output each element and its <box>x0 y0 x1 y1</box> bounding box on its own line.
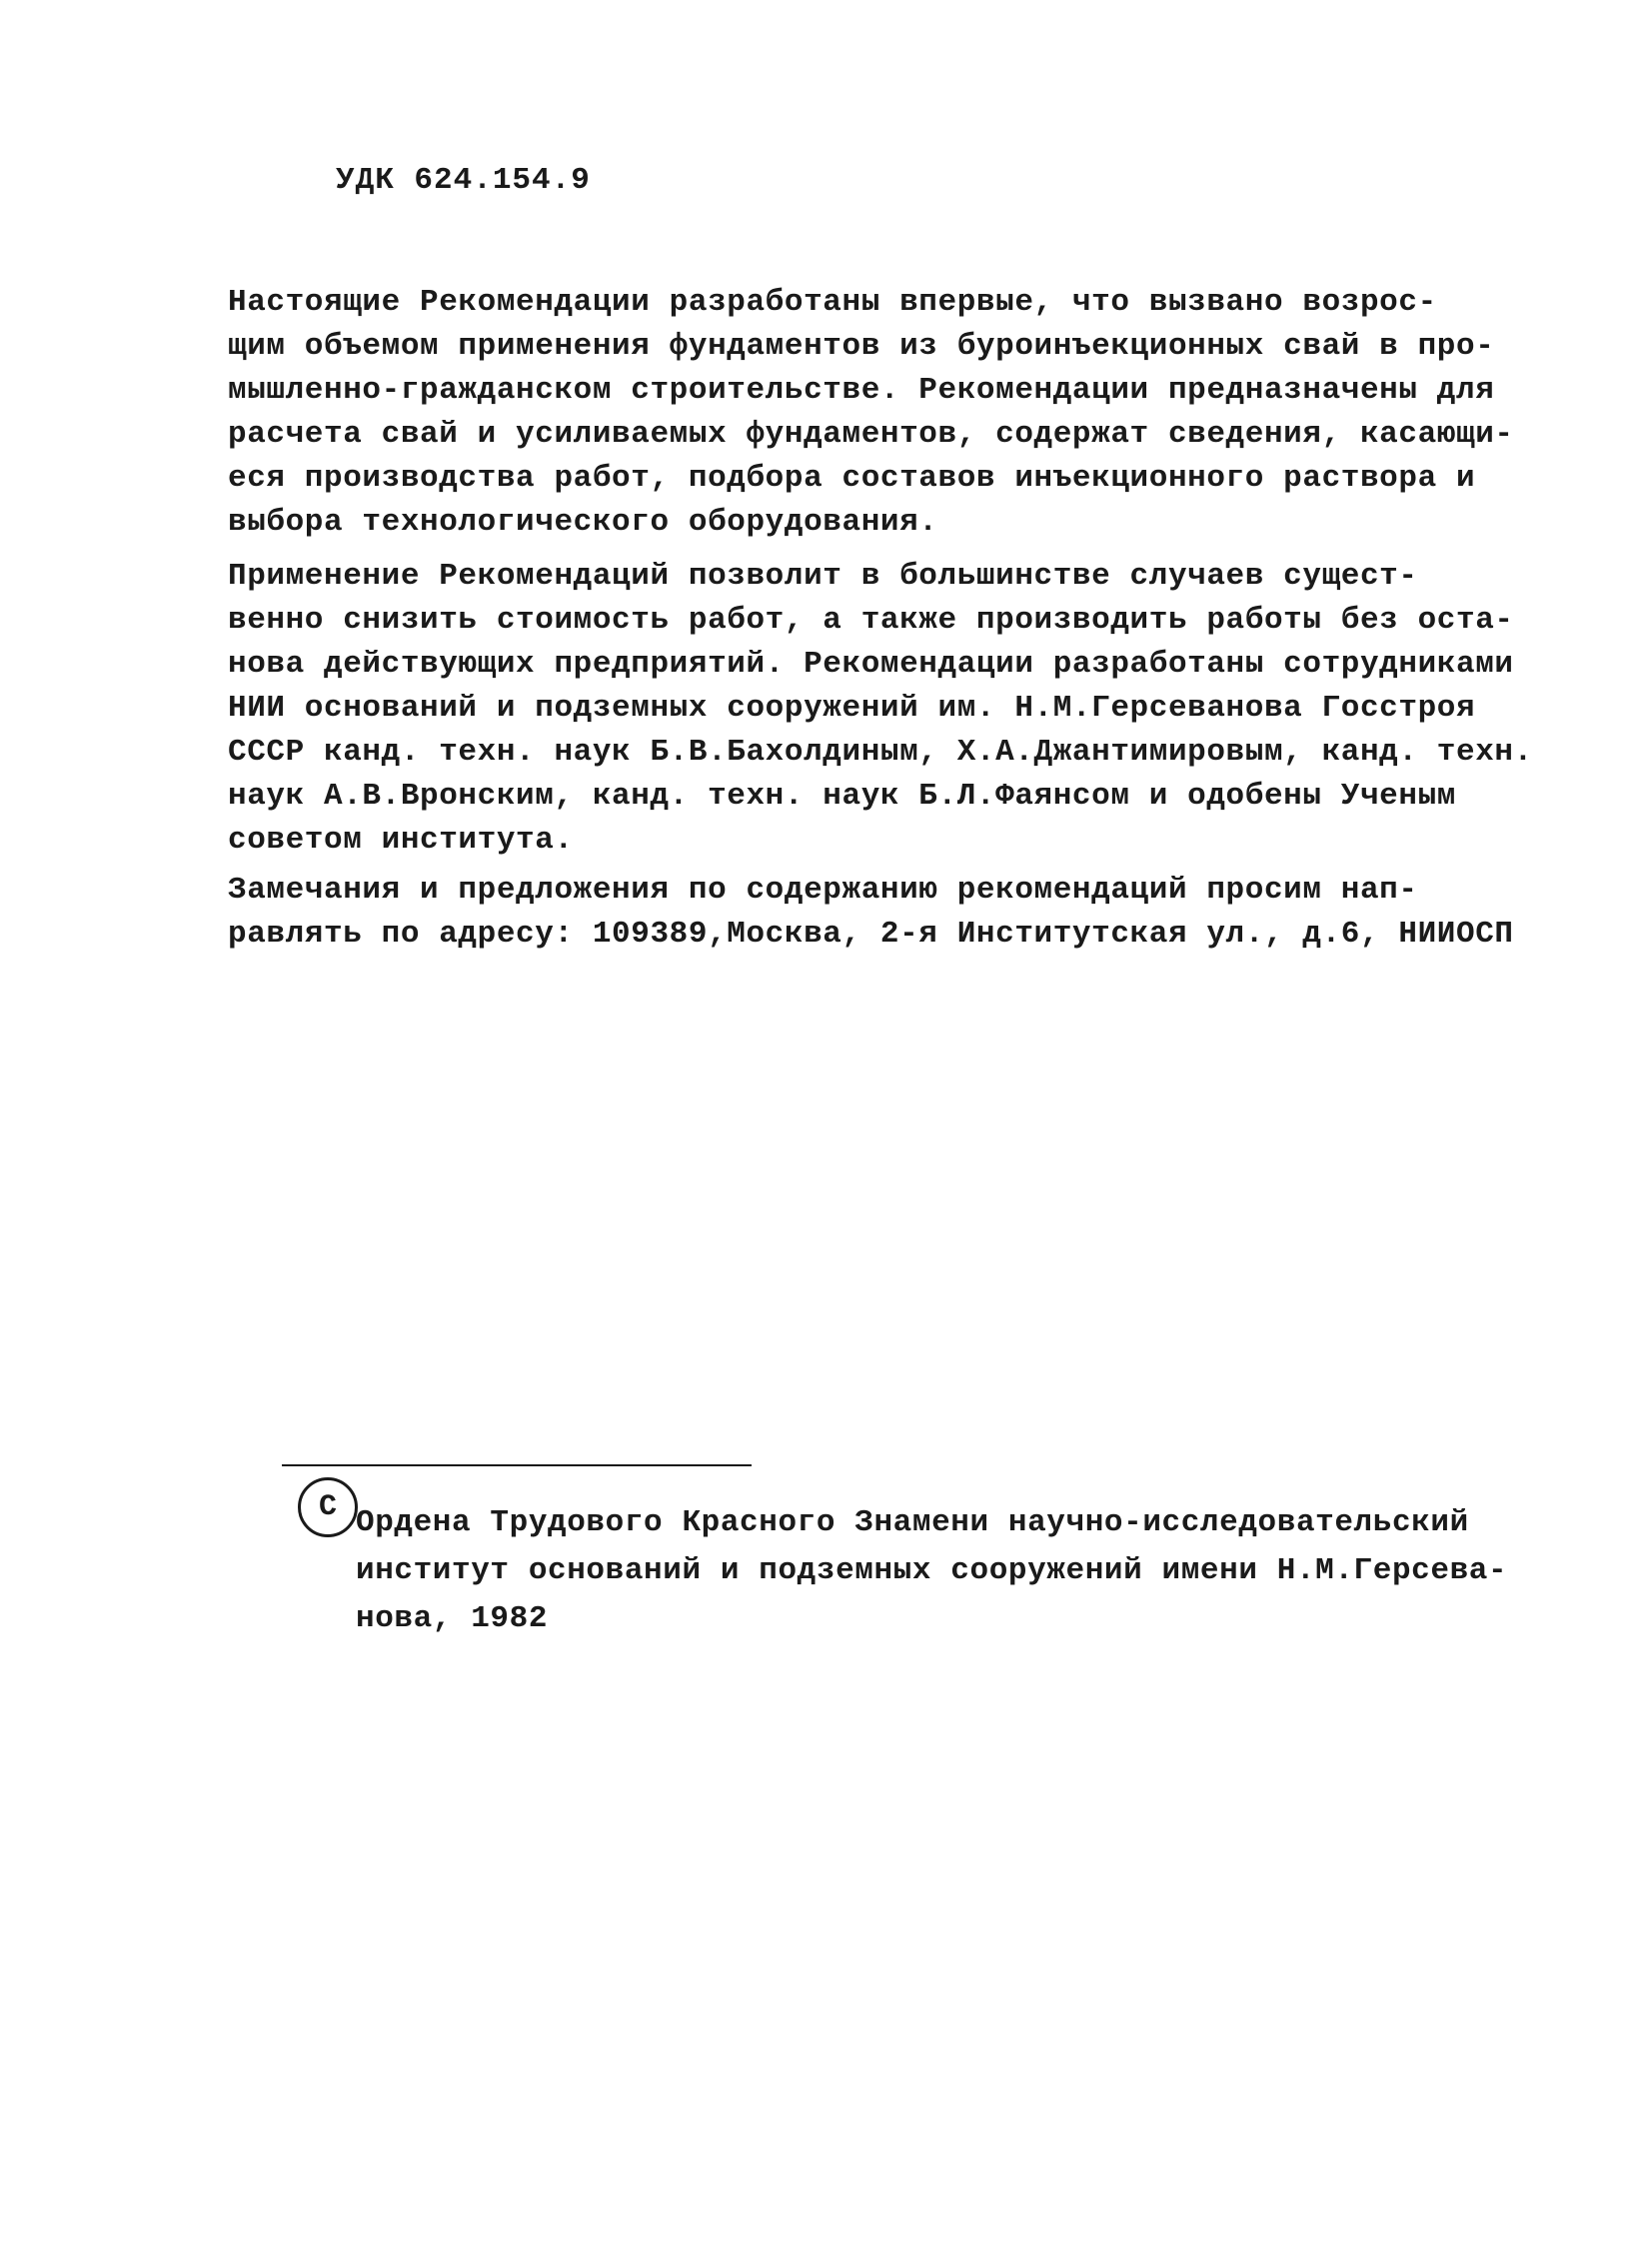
body-line-15: равлять по адресу: 109389,Москва, 2-я Институтская ул., д.6, НИИОСП <box>228 917 1514 952</box>
body-line-5: еся производства работ, подбора составов инъекционного раствора и <box>228 461 1476 496</box>
body-line-7: Применение Рекомендаций позволит в большинстве случаев сущест- <box>228 559 1418 594</box>
copyright-line-3: нова, 1982 <box>356 1601 549 1636</box>
body-line-13: советом института. <box>228 823 574 858</box>
udk-code: УДК 624.154.9 <box>336 163 591 198</box>
body-line-10: НИИ оснований и подземных сооружений им. Н.М.Герсеванова Госстроя <box>228 691 1476 726</box>
body-line-4: расчета свай и усиливаемых фундаментов, содержат сведения, касающи- <box>228 417 1514 452</box>
body-line-1: Настоящие Рекомендации разработаны впервые, что вызвано возрос- <box>228 285 1437 320</box>
body-line-6: выбора технологического оборудования. <box>228 505 938 540</box>
copyright-letter: C <box>318 1490 337 1524</box>
body-line-11: СССР канд. техн. наук Б.В.Бахолдиным, Х.А.Джантимировым, канд. техн. <box>228 735 1533 770</box>
copyright-line-1: Ордена Трудового Красного Знамени научно-исследовательский <box>356 1505 1469 1540</box>
footnote-divider <box>282 1464 752 1466</box>
body-line-2: щим объемом применения фундаментов из буроинъекционных свай в про- <box>228 329 1495 364</box>
body-line-3: мышленно-гражданском строительстве. Рекомендации предназначены для <box>228 373 1495 408</box>
copyright-icon <box>298 1477 358 1537</box>
body-line-12: наук А.В.Вронским, канд. техн. наук Б.Л.Фаянсом и одобены Ученым <box>228 779 1456 814</box>
body-line-8: венно снизить стоимость работ, а также производить работы без оста- <box>228 603 1514 638</box>
body-line-9: нова действующих предприятий. Рекомендации разработаны сотрудниками <box>228 647 1514 682</box>
body-line-14: Замечания и предложения по содержанию рекомендаций просим нап- <box>228 873 1418 908</box>
copyright-line-2: институт оснований и подземных сооружений имени Н.М.Герсева- <box>356 1553 1508 1588</box>
